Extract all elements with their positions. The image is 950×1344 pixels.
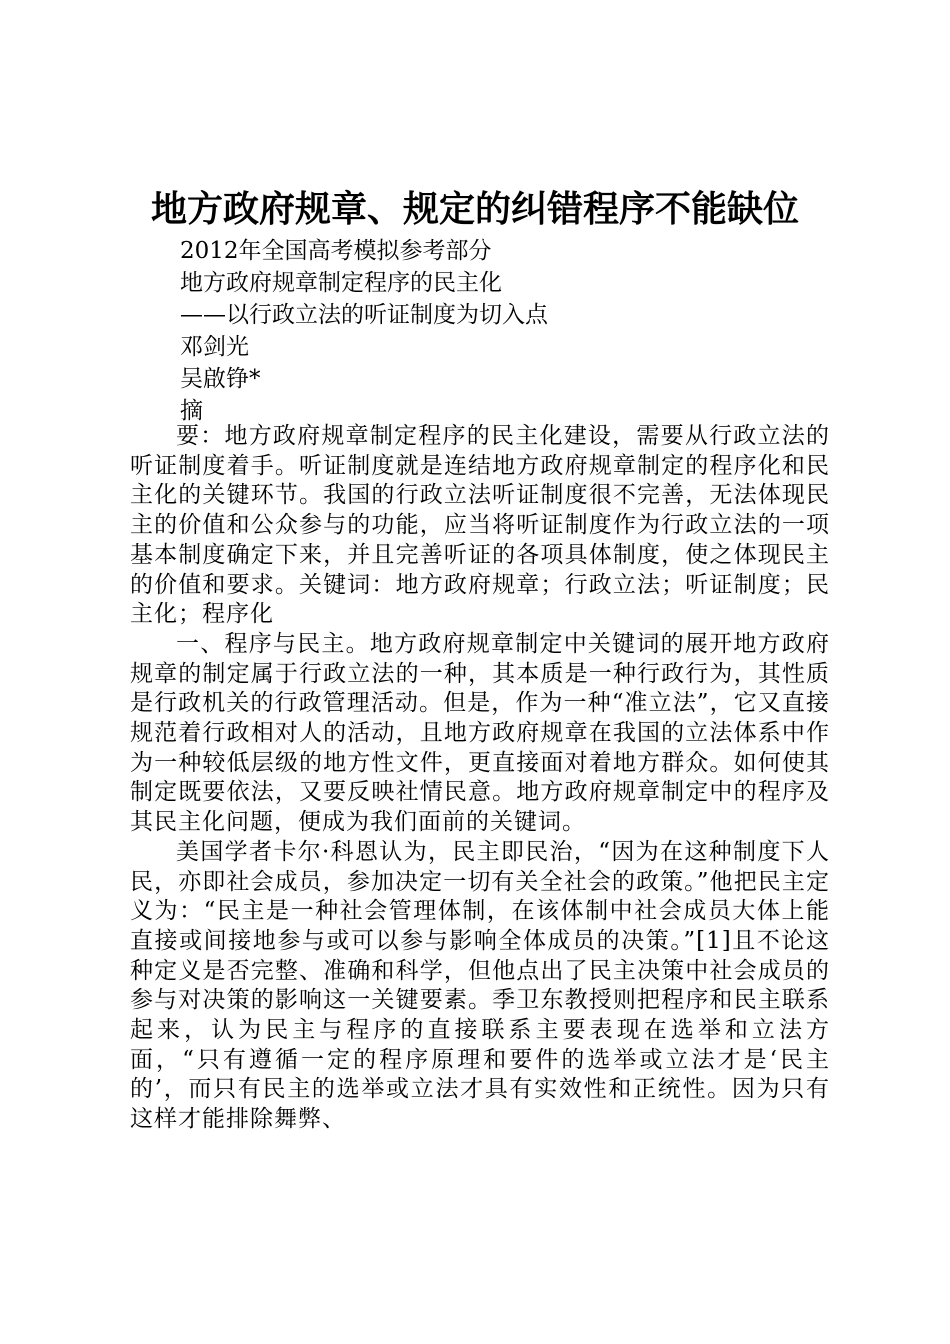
body-paragraph: 美国学者卡尔·科恩认为，民主即民治，“因为在这种制度下人民，亦即社会成员，参加决定一切有关全社会的政策。”他把民主定义为：“民主是一种社会管理体制，在该体制中社会成员大体上能直接或间接地参与或可以参与影响全体成员的决策。”[1]且不论这种定义是否完整、准确和科学，但他点出了民主决策中社会成员的参与对决策的影响这一关键要素。季卫东教授则把程序和民主联系起来，认为民主与程序的直接联系主要表现在选举和立法方面，“只有遵循一定的程序原理和要件的选举或立法才是‘民主的’，而只有民主的选举或立法才具有实效性和正统性。因为只有这样才能排除舞弊、 <box>130 838 830 1133</box>
author-name: 吴啟铮* <box>180 366 261 392</box>
meta-line: 摘 <box>180 398 203 424</box>
meta-line: 2012年全国高考模拟参考部分 <box>180 238 492 264</box>
document-meta <box>180 235 548 427</box>
document-body <box>130 422 830 1135</box>
body-paragraph: 要：地方政府规章制定程序的民主化建设，需要从行政立法的听证制度着手。听证制度就是连结地方政府规章制定的程序化和民主化的关键环节。我国的行政立法听证制度很不完善，无法体现民主的价值和公众参与的功能，应当将听证制度作为行政立法的一项基本制度确定下来，并且完善听证的各项具体制度，使之体现民主的价值和要求。关键词：地方政府规章；行政立法；听证制度；民主化；程序化 <box>130 423 830 628</box>
meta-line: 地方政府规章制定程序的民主化 <box>180 270 502 296</box>
document-title: 地方政府规章、规定的纠错程序不能缺位 <box>150 189 799 230</box>
meta-line: ——以行政立法的听证制度为切入点 <box>180 302 548 328</box>
body-paragraph: 一、程序与民主。地方政府规章制定中关键词的展开地方政府规章的制定属于行政立法的一种，其本质是一种行政行为，其性质是行政机关的行政管理活动。但是，作为一种“准立法”，它又直接规范着行政相对人的活动，且地方政府规章在我国的立法体系中作为一种较低层级的地方性文件，更直接面对着地方群众。如何使其制定既要依法，又要反映社情民意。地方政府规章制定中的程序及其民主化问题，便成为我们面前的关键词。 <box>130 630 830 836</box>
author-name: 邓剑光 <box>180 334 249 360</box>
